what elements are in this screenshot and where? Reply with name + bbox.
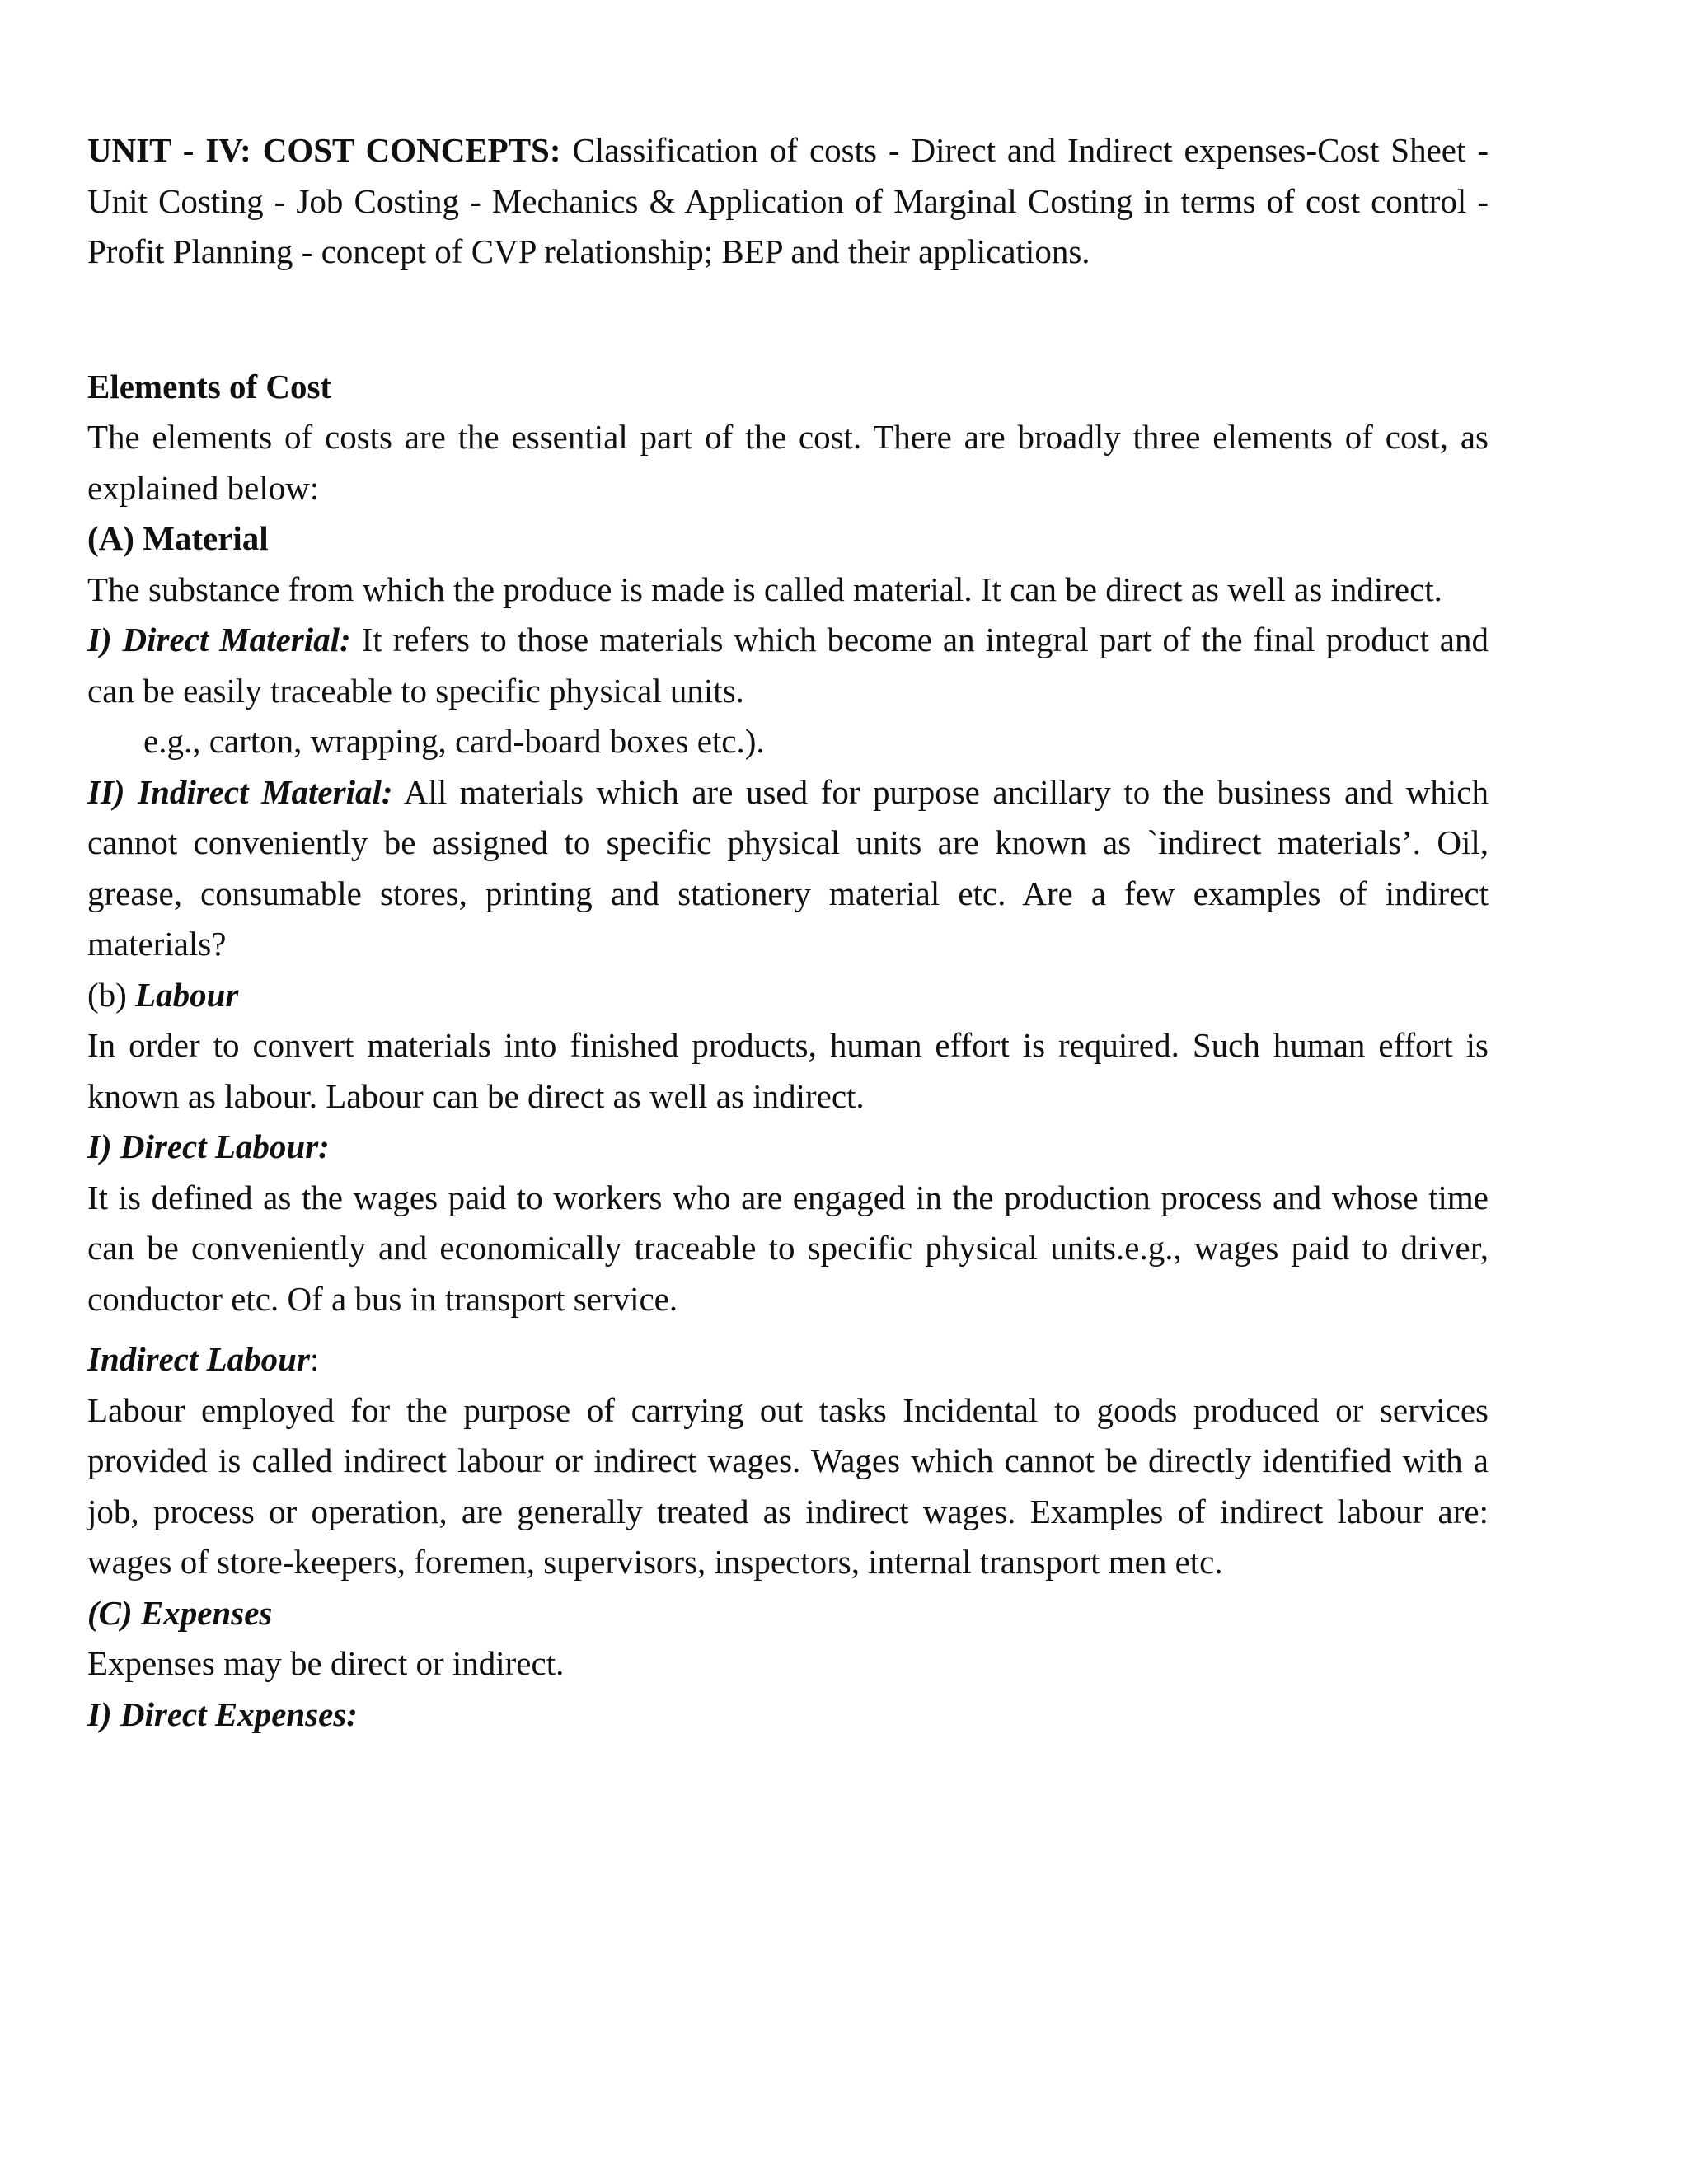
direct-labour-text: It is defined as the wages paid to workers who are engaged in the production process and whose time can be conveniently and economically traceable to specific physical units.e.g., wages paid to driver, conductor etc. Of a bus in transport service.	[87, 1178, 1489, 1318]
material-example: e.g., carton, wrapping, card-board boxes etc.).	[143, 722, 765, 760]
labour-heading-text: Labour	[135, 975, 239, 1014]
unit-text: Classification of costs - Direct and Indirect expenses-Cost Sheet - Unit Costing - Job Costing - Mechanics & Application of Marginal Costing in terms of cost control - Profit Planning - concept of CVP relationship; BEP and their applications.	[87, 131, 1489, 270]
unit-paragraph	[87, 125, 1489, 278]
labour-heading	[87, 970, 1489, 1021]
indirect-material-label: II) Indirect Material:	[87, 772, 393, 811]
elements-heading: Elements of Cost	[87, 367, 332, 405]
elements-intro: The elements of costs are the essential part of the cost. There are broadly three elements of cost, as explained below:	[87, 418, 1489, 507]
indirect-labour-label: Indirect Labour	[87, 1340, 310, 1378]
expenses-intro: Expenses may be direct or indirect.	[87, 1644, 565, 1682]
labour-prefix: (b)	[87, 975, 136, 1014]
material-heading: (A) Material	[87, 519, 269, 557]
material-intro: The substance from which the produce is made is called material. It can be direct as well as indirect.	[87, 569, 1442, 608]
unit-title: UNIT - IV: COST CONCEPTS:	[87, 131, 561, 169]
direct-material-text: It refers to those materials which become an integral part of the final product and can be easily traceable to specific physical units.	[87, 621, 1489, 710]
indirect-labour-heading	[87, 1334, 1489, 1385]
indirect-labour-text: Labour employed for the purpose of carrying out tasks Incidental to goods produced or services provided is called indirect labour or indirect wages. Wages which cannot be directly identified with a job, process or operation, are generally treated as indirect wages. Examples of indirect labour are: wages of store-keepers, foremen, supervisors, inspectors, internal transport men etc.	[87, 1390, 1489, 1581]
document-page	[87, 125, 1489, 1740]
paragraph-gap	[87, 1324, 1489, 1334]
expenses-heading: (C) Expenses	[87, 1593, 273, 1632]
direct-expenses-label: I) Direct Expenses:	[87, 1694, 358, 1733]
direct-material-label: I) Direct Material:	[87, 621, 351, 658]
indirect-material-paragraph	[87, 767, 1489, 970]
section-gap	[87, 278, 1489, 362]
direct-material-paragraph	[87, 615, 1489, 716]
direct-labour-label: I) Direct Labour:	[87, 1127, 330, 1165]
indirect-material-text: All materials which are used for purpose ancillary to the business and which cannot conveniently be assigned to specific physical units are known as `indirect materials’. Oil, grease, consumable stores, printing and stationery material etc. Are a few examples of indirect materials?	[87, 772, 1489, 963]
indirect-labour-colon: :	[309, 1340, 320, 1378]
labour-intro: In order to convert materials into finished products, human effort is required. Such human effort is known as labour. Labour can be direct as well as indirect.	[87, 1026, 1489, 1115]
